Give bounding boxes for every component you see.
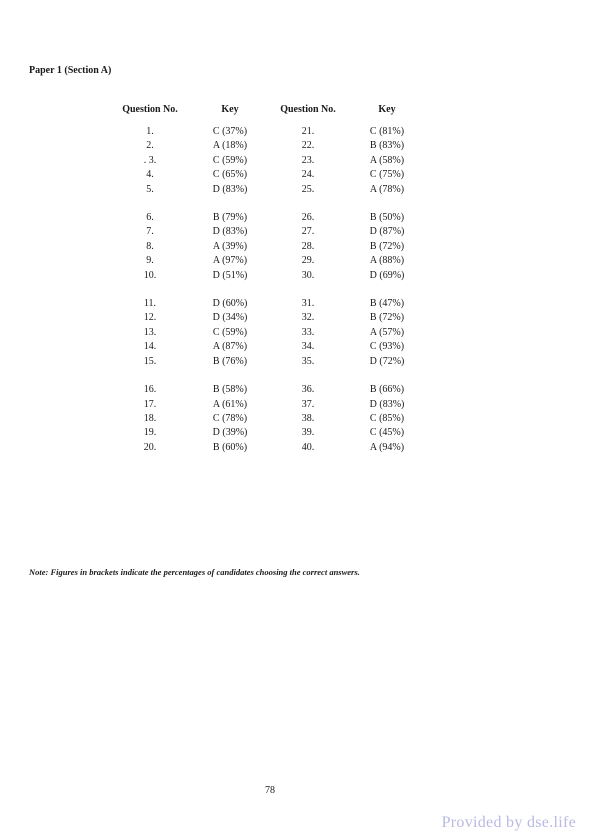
table-row bbox=[108, 412, 426, 426]
watermark: Provided by dse.life bbox=[441, 814, 576, 831]
answer-key: B (72%) bbox=[369, 312, 405, 324]
answer-key: B (60%) bbox=[212, 441, 248, 453]
answer-key: D (83%) bbox=[369, 398, 405, 410]
answer-key: C (85%) bbox=[369, 412, 405, 424]
question-number: 13. bbox=[143, 326, 157, 338]
question-number: 11. bbox=[143, 298, 157, 310]
table-row bbox=[108, 240, 426, 254]
answer-key: C (59%) bbox=[212, 326, 248, 338]
table-row bbox=[108, 398, 426, 412]
question-number: 25. bbox=[301, 183, 315, 195]
table-row bbox=[108, 168, 426, 182]
question-number: 4. bbox=[146, 169, 154, 181]
answer-key: A (78%) bbox=[369, 183, 405, 195]
question-number: 12. bbox=[143, 312, 157, 324]
answer-key: A (97%) bbox=[212, 255, 248, 267]
answer-key: B (58%) bbox=[212, 384, 248, 396]
question-number: 40. bbox=[301, 441, 315, 453]
question-number: 8. bbox=[146, 240, 154, 252]
answer-key: B (83%) bbox=[369, 140, 405, 152]
answer-key: C (37%) bbox=[212, 126, 248, 137]
answer-key: D (39%) bbox=[212, 427, 248, 439]
answer-key: B (76%) bbox=[212, 355, 248, 367]
key-header: Key bbox=[221, 104, 239, 115]
table-row bbox=[108, 139, 426, 153]
answer-key: D (34%) bbox=[212, 312, 248, 324]
table-header-row bbox=[108, 104, 426, 125]
question-number: 30. bbox=[301, 269, 315, 281]
answer-key: A (58%) bbox=[369, 154, 405, 166]
answer-key: B (47%) bbox=[369, 298, 405, 310]
table-row bbox=[108, 355, 426, 369]
answer-key: A (94%) bbox=[369, 441, 405, 453]
question-number: 5. bbox=[146, 183, 154, 195]
answer-key-table bbox=[108, 104, 426, 455]
table-row bbox=[108, 326, 426, 340]
table-row bbox=[108, 225, 426, 239]
table-row bbox=[108, 426, 426, 440]
table-row bbox=[108, 125, 426, 139]
question-number: 15. bbox=[143, 355, 157, 367]
answer-key: D (83%) bbox=[212, 183, 248, 195]
question-number: 24. bbox=[301, 169, 315, 181]
answer-key: D (69%) bbox=[369, 269, 405, 281]
answer-key: D (83%) bbox=[212, 226, 248, 238]
table-row bbox=[108, 340, 426, 354]
question-number: 35. bbox=[301, 355, 315, 367]
table-row bbox=[108, 311, 426, 325]
question-number: 9. bbox=[146, 255, 154, 267]
question-number: 27. bbox=[301, 226, 315, 238]
answer-key: A (88%) bbox=[369, 255, 405, 267]
answer-key: A (61%) bbox=[212, 398, 248, 410]
question-number: 23. bbox=[301, 154, 315, 166]
question-number: 20. bbox=[143, 441, 157, 453]
question-number: . 3. bbox=[143, 154, 157, 166]
answer-key: C (93%) bbox=[369, 341, 405, 353]
answer-key: C (59%) bbox=[212, 154, 248, 166]
answer-key: B (79%) bbox=[212, 212, 248, 224]
question-number: 14. bbox=[143, 341, 157, 353]
question-number: 34. bbox=[301, 341, 315, 353]
answer-key: D (51%) bbox=[212, 269, 248, 281]
question-number: 31. bbox=[301, 298, 315, 310]
question-number: 26. bbox=[301, 212, 315, 224]
question-number: 29. bbox=[301, 255, 315, 267]
question-number: 32. bbox=[301, 312, 315, 324]
table-row bbox=[108, 383, 426, 397]
question-no-header: Question No. bbox=[280, 104, 336, 115]
question-no-header: Question No. bbox=[122, 104, 178, 115]
question-number: 7. bbox=[146, 226, 154, 238]
table-row bbox=[108, 211, 426, 225]
answer-key: C (75%) bbox=[369, 169, 405, 181]
answer-key-body bbox=[108, 125, 426, 455]
page-number: 78 bbox=[265, 785, 275, 796]
answer-key: B (72%) bbox=[369, 240, 405, 252]
question-number: 22. bbox=[301, 140, 315, 152]
answer-key: D (60%) bbox=[212, 298, 248, 310]
question-number: 18. bbox=[143, 412, 157, 424]
answer-key: C (65%) bbox=[212, 169, 248, 181]
answer-key: A (39%) bbox=[212, 240, 248, 252]
group-spacer bbox=[108, 197, 426, 211]
answer-key: D (87%) bbox=[369, 226, 405, 238]
question-number: 19. bbox=[143, 427, 157, 439]
table-row bbox=[108, 254, 426, 268]
table-row bbox=[108, 441, 426, 455]
answer-key: C (81%) bbox=[369, 126, 405, 137]
question-number: 1. bbox=[146, 126, 154, 137]
question-number: 16. bbox=[143, 384, 157, 396]
answer-key: B (66%) bbox=[369, 384, 405, 396]
group-spacer bbox=[108, 369, 426, 383]
answer-key: A (18%) bbox=[212, 140, 248, 152]
table-row bbox=[108, 269, 426, 283]
question-number: 39. bbox=[301, 427, 315, 439]
answer-key: B (50%) bbox=[369, 212, 405, 224]
question-number: 28. bbox=[301, 240, 315, 252]
key-header: Key bbox=[378, 104, 396, 115]
question-number: 33. bbox=[301, 326, 315, 338]
question-number: 2. bbox=[146, 140, 154, 152]
question-number: 38. bbox=[301, 412, 315, 424]
footnote: Note: Figures in brackets indicate the percentages of candidates choosing the correct answers. bbox=[29, 567, 360, 577]
question-number: 36. bbox=[301, 384, 315, 396]
group-spacer bbox=[108, 283, 426, 297]
section-heading: Paper 1 (Section A) bbox=[29, 65, 112, 76]
answer-key: C (78%) bbox=[212, 412, 248, 424]
answer-key: D (72%) bbox=[369, 355, 405, 367]
question-number: 6. bbox=[146, 212, 154, 224]
question-number: 21. bbox=[301, 126, 315, 137]
table-row bbox=[108, 154, 426, 168]
question-number: 10. bbox=[143, 269, 157, 281]
answer-key: A (57%) bbox=[369, 326, 405, 338]
answer-key: A (87%) bbox=[212, 341, 248, 353]
table-row bbox=[108, 183, 426, 197]
table-row bbox=[108, 297, 426, 311]
question-number: 37. bbox=[301, 398, 315, 410]
question-number: 17. bbox=[143, 398, 157, 410]
answer-key: C (45%) bbox=[369, 427, 405, 439]
